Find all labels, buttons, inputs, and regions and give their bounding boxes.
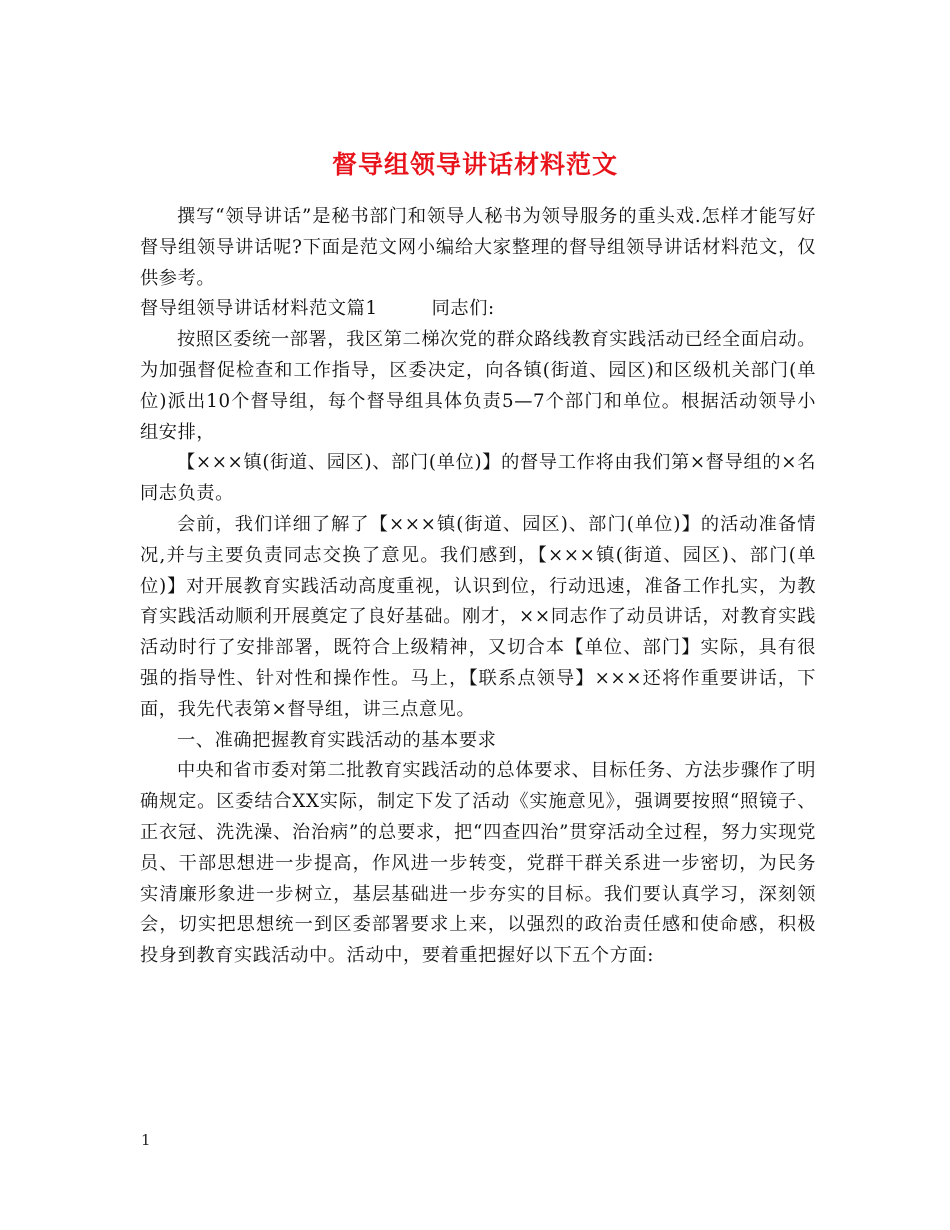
section-heading-1: 一、准确把握教育实践活动的基本要求 [177, 729, 497, 751]
document-body [140, 202, 816, 972]
document-title: 督导组领导讲话材料范文 [331, 149, 618, 179]
paragraph-responsibility: 【×××镇(街道、园区)、部门(单位)】的督导工作将由我们第×督导组的×名同志负责。 [140, 452, 816, 505]
paragraph-requirements: 中央和省市委对第二批教育实践活动的总体要求、目标任务、方法步骤作了明确规定。区委结合XX实际，制定下发了活动《实施意见》，强调要按照“照镜子、正衣冠、洗洗澡、治治病”的总要求，把“四查四治”贯穿活动全过程，努力实现党员、干部思想进一步提高，作风进一步转变，党群干群关系进一步密切，为民务实清廉形象进一步树立，基层基础进一步夯实的目标。我们要认真学习，深刻领会，切实把思想统一到区委部署要求上来，以强烈的政治责任感和使命感，积极投身到教育实践活动中。活动中，要着重把握好以下五个方面: [140, 760, 816, 967]
article-title: 督导组领导讲话材料范文篇1 [140, 298, 378, 320]
paragraph-deployment: 按照区委统一部署，我区第二梯次党的群众路线教育实践活动已经全面启动。为加强督促检查和工作指导，区委决定，向各镇(街道、园区)和区级机关部门(单位)派出10个督导组，每个督导组具体负责5—7个部门和单位。根据活动领导小组安排， [140, 329, 816, 443]
page-number: 1 [141, 1131, 151, 1149]
intro-paragraph: 撰写“领导讲话”是秘书部门和领导人秘书为领导服务的重头戏.怎样才能写好督导组领导讲话呢?下面是范文网小编给大家整理的督导组领导讲话材料范文，仅供参考。 [140, 206, 816, 289]
salutation: 同志们: [431, 298, 495, 320]
article-heading-line [140, 294, 816, 325]
paragraph-preparation: 会前，我们详细了解了【×××镇(街道、园区)、部门(单位)】的活动准备情况,并与主要负责同志交换了意见。我们感到，【×××镇(街道、园区)、部门(单位)】对开展教育实践活动高度重视，认识到位，行动迅速，准备工作扎实，为教育实践活动顺利开展奠定了良好基础。刚才，××同志作了动员讲话，对教育实践活动时行了安排部署，既符合上级精神，又切合本【单位、部门】实际，具有很强的指导性、针对性和操作性。马上，【联系点领导】×××还将作重要讲话，下面，我先代表第×督导组，讲三点意见。 [140, 513, 816, 720]
